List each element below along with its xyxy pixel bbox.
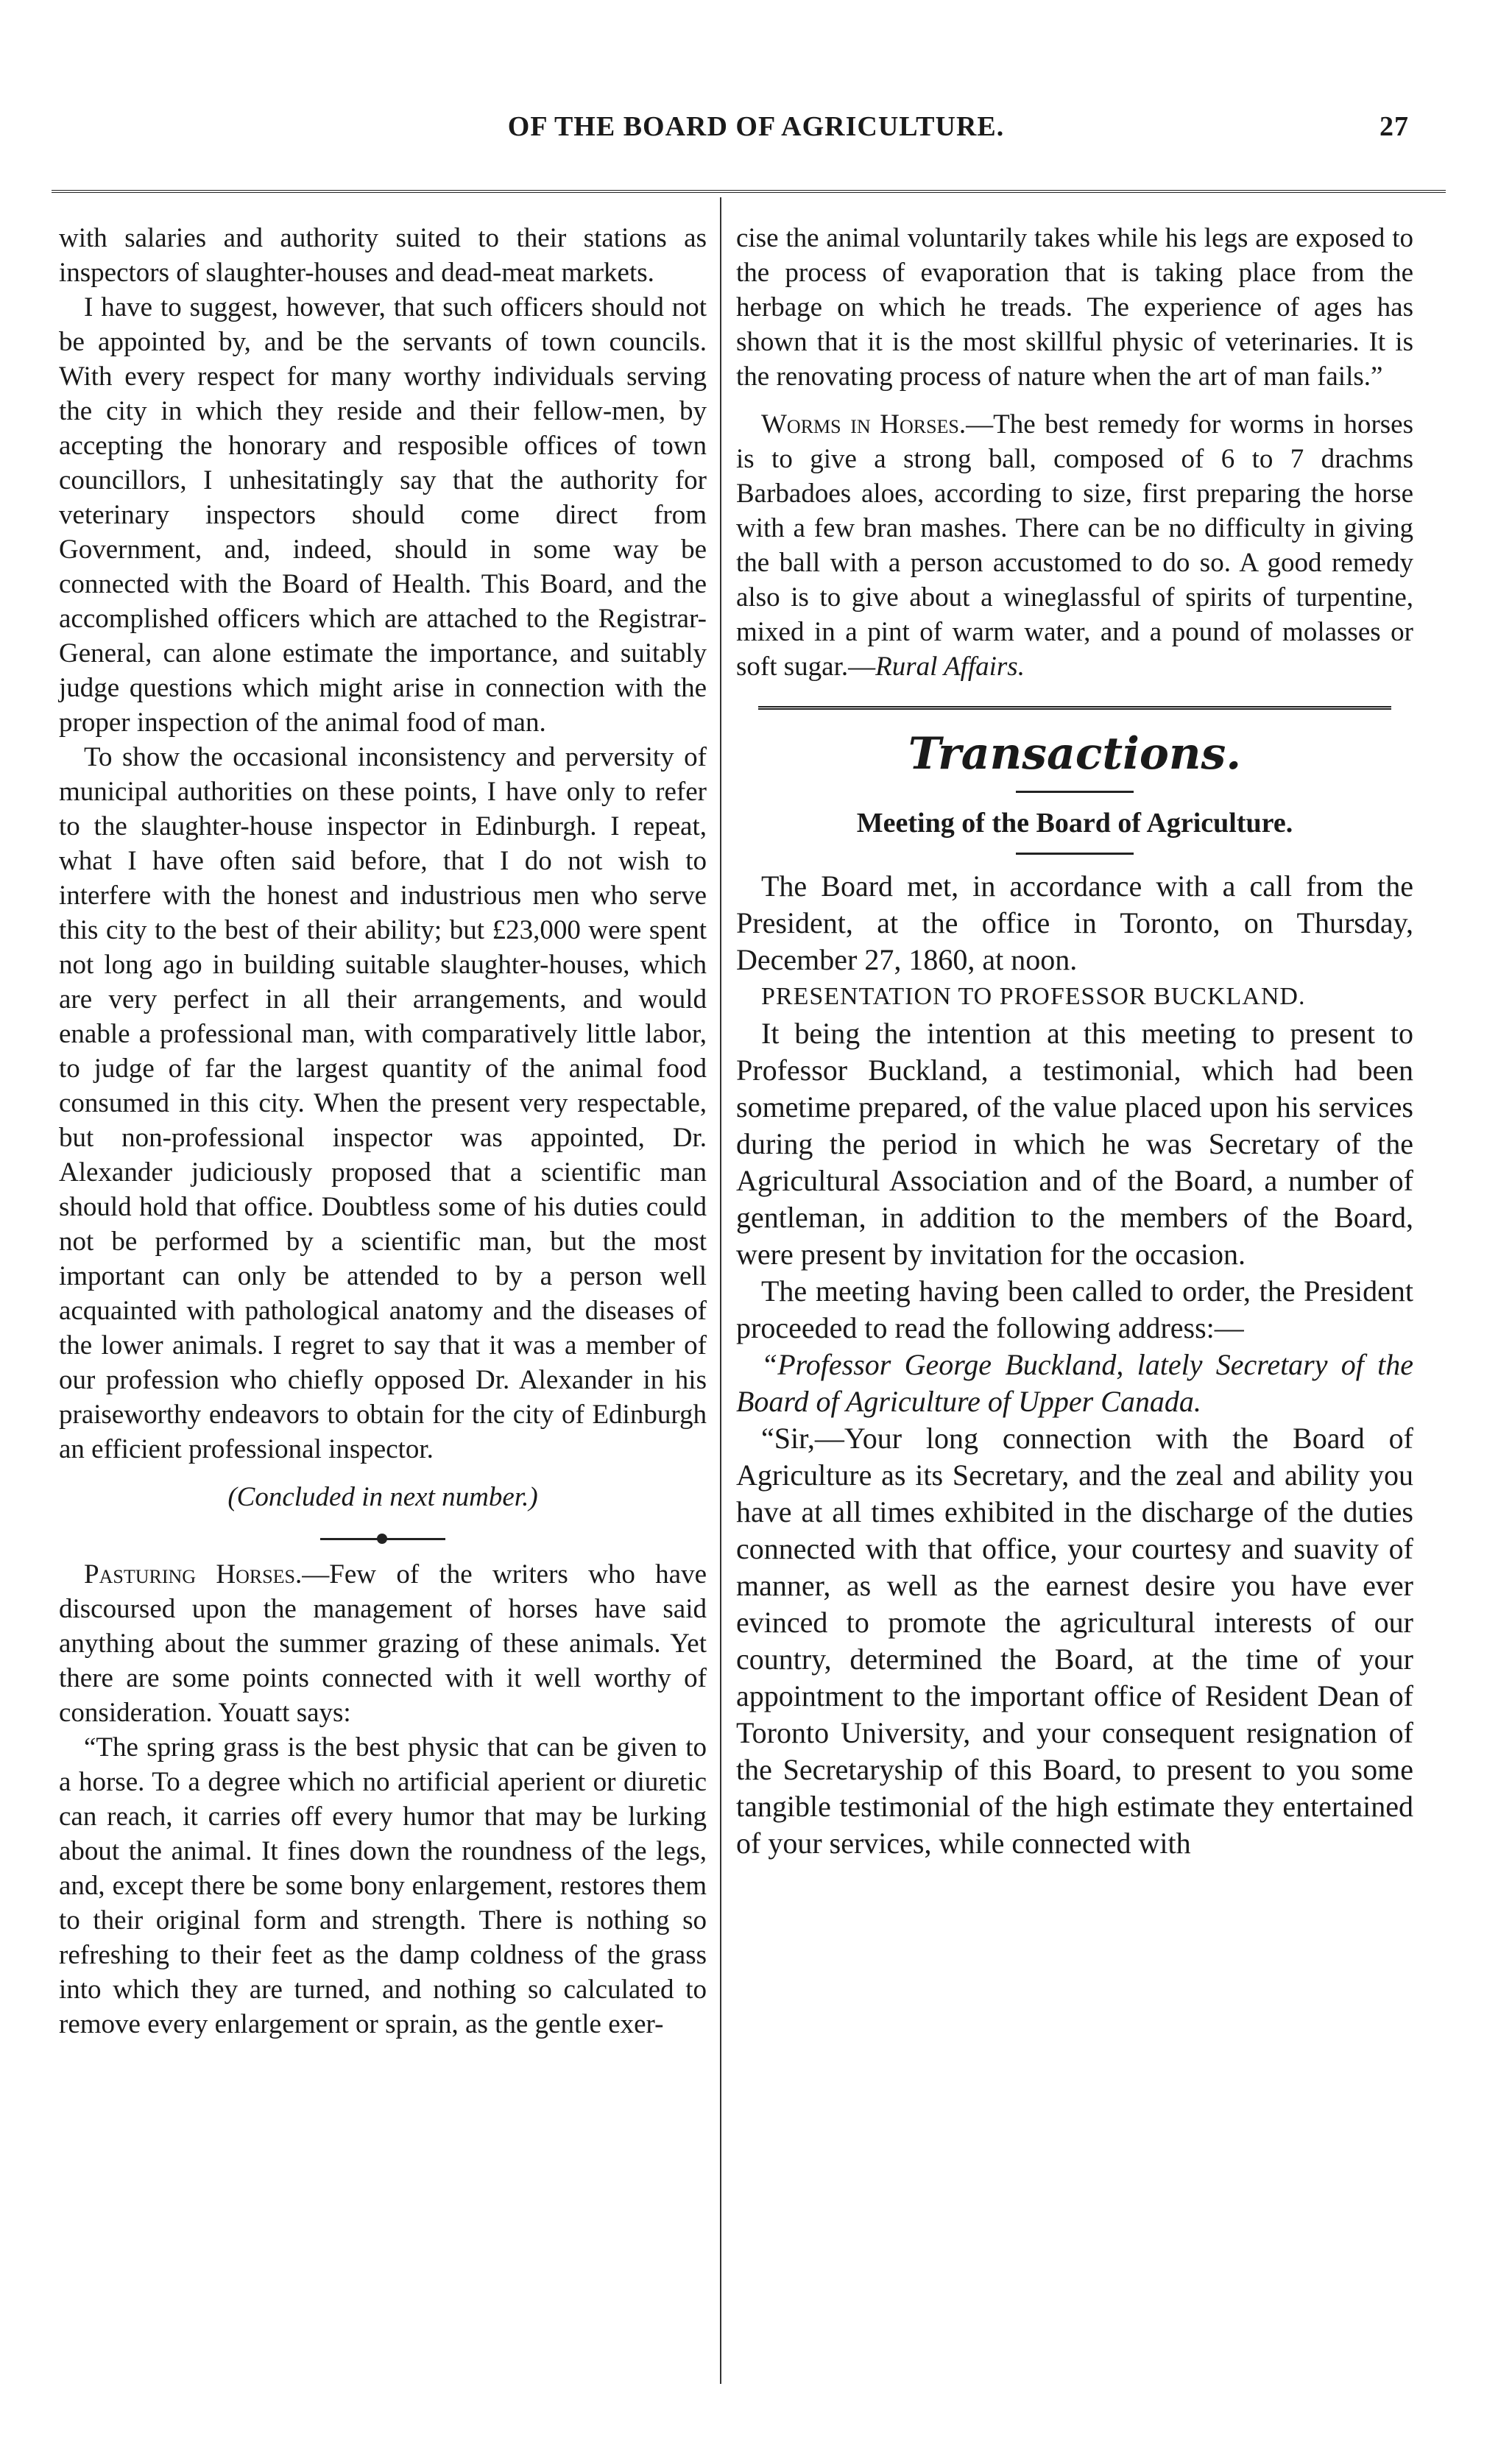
- paragraph: I have to suggest, however, that such officers should not be appointed by, and be the servants of town councils. With every respect for many worthy individuals serving the city in which they reside and their fellow-men, by accepting the honorary and resposible offices of town councillors, I unhesitatingly say that the authority for veterinary inspectors should come direct from Government, and, indeed, should in some way be connected with the Board of Health. This Board, and the accomplished officers which are attached to the Registrar-General, can alone estimate the importance, and suitably judge questions which might arise in connection with the proper inspection of the animal food of man.: [59, 292, 707, 738]
- header-rule: [52, 190, 1446, 193]
- paragraph: To show the occasional inconsistency and perversity of municipal authorities on these points, I have only to refer to the slaughter-house inspector in Edinburgh. I repeat, what I have often said before, that I do not wish to interfere with the honest and industrious men who serve this city to the best of their ability; but £23,000 were spent not long ago in building suitable slaughter-houses, which are very perfect in all their arrangements, and would enable a professional man, with comparatively little labor, to judge of far the largest quantity of the animal food consumed in this city. When the present very respectable, but non-professional inspector was appointed, Dr. Alexander judiciously proposed that a scientific man should hold that office. Doubtless some of his duties could not be performed by a scientific man, but the most important can only be attended to by a person well acquainted with pathological anatomy and the diseases of the lower animals. I regret to say that it was a member of our profession who chiefly opposed Dr. Alexander in his praiseworthy endeavors to obtain for the city of Edinburgh an efficient professional inspector.: [59, 742, 707, 1464]
- section-title: Transactions.: [908, 728, 1242, 780]
- running-head: [0, 110, 1512, 155]
- paragraph-lead: Worms in Horses.: [761, 409, 967, 440]
- source-citation: Rural Affairs.: [875, 652, 1025, 682]
- article-title: Meeting of the Board of Agriculture.: [856, 808, 1293, 839]
- paragraph-pasturing-horses: [59, 1557, 707, 1730]
- right-column: [736, 221, 1413, 1862]
- ornament-dot: [377, 1534, 387, 1544]
- paragraph-body: —The best remedy for worms in horses is to give a strong ball, composed of 6 to 7 drachms Barbadoes aloes, according to size, first preparing the horse with a few bran mashes. There can be no difficulty in giving the ball with a person accustomed to do so. A good remedy also is to give about a wineglassful of spirits of turpentine, mixed in a pint of warm water, and a pound of molasses or soft sugar.—: [736, 409, 1413, 682]
- left-column: [59, 221, 707, 2042]
- paragraph-lead: Pasturing Horses.: [84, 1559, 303, 1590]
- address-heading: “Professor George Buckland, lately Secretary of the Board of Agriculture of Upper Canada.: [736, 1348, 1413, 1418]
- short-rule: [1016, 853, 1134, 855]
- paragraph: with salaries and authority suited to their stations as inspectors of slaughter-houses and dead-meat markets.: [59, 223, 707, 288]
- paragraph: The Board met, in accordance with a call from the President, at the office in Toronto, on Thursday, December 27, 1860, at noon.: [736, 869, 1413, 976]
- block-quote: “The spring grass is the best physic that can be given to a horse. To a degree which no artificial aperient or diuretic can reach, it carries off every humor that may be lurking about the animal. It fines down the roundness of the legs, and, except there be some bony enlargement, restores them to their original form and strength. There is nothing so refreshing to their feet as the damp coldness of the grass into which they are turned, and nothing so calculated to remove every enlargement or sprain, as the gentle exer-: [59, 1732, 707, 2039]
- page-number: 27: [1379, 111, 1409, 142]
- continuation-note: (Concluded in next number.): [227, 1482, 538, 1512]
- running-title: OF THE BOARD OF AGRICULTURE.: [507, 111, 1005, 142]
- paragraph: It being the intention at this meeting to present to Professor Buckland, a testimonial, which had been sometime prepared, of the value placed upon his services during the period in which he was Secretary of the Agricultural Association and of the Board, a number of gentleman, in addition to the members of the Board, were present by invitation for the occasion.: [736, 1017, 1413, 1271]
- paragraph: cise the animal voluntarily takes while his legs are exposed to the process of evaporation that is taking place from the herbage on which he treads. The experience of ages has shown that it is the most skillful physic of veterinaries. It is the renovating process of nature when the art of man fails.”: [736, 223, 1413, 392]
- section-ornament: [59, 1534, 707, 1544]
- column-divider: [720, 197, 721, 2384]
- short-rule: [1016, 791, 1134, 793]
- paragraph: The meeting having been called to order, the President proceeded to read the following address:—: [736, 1274, 1413, 1344]
- paragraph-body: —Few of the writers who have discoursed upon the management of horses have said anything about the summer grazing of these animals. Yet there are some points connected with it well worthy of consideration. Youatt says:: [59, 1559, 707, 1728]
- address-body: “Sir,—Your long connection with the Board of Agriculture as its Secretary, and the zeal and ability you have at all times exhibited in the discharge of the duties connected with that office, your courtesy and suavity of manner, as well as the earnest desire you have ever evinced to promote the agricultural interests of our country, determined the Board, at the time of your appointment to the important office of Resident Dean of Toronto University, and your consequent resignation of the Secretaryship of this Board, to present to you some tangible testimonial of the high estimate they entertained of your services, while connected with: [736, 1422, 1413, 1860]
- paragraph-worms-in-horses: [736, 407, 1413, 684]
- subsection-heading: PRESENTATION TO PROFESSOR BUCKLAND.: [761, 983, 1306, 1010]
- section-rule: [758, 706, 1391, 710]
- article-body: [736, 868, 1413, 1862]
